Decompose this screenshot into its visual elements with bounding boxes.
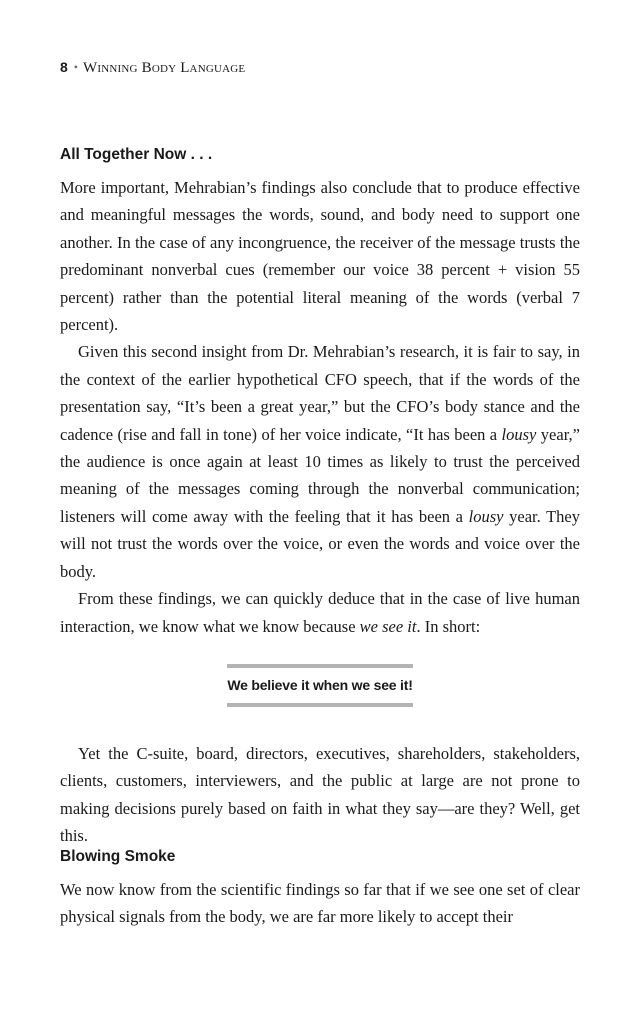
pullquote-text: We believe it when we see it! xyxy=(227,677,413,693)
section1-body xyxy=(60,174,580,640)
bullet-separator: • xyxy=(73,60,78,74)
section1-continued-body xyxy=(60,740,580,850)
emphasis-we-see-it: we see it xyxy=(359,616,417,636)
paragraph-3: From these findings, we can quickly deduce that in the case of live human interaction, we know what we know because we see it. In short: xyxy=(60,589,580,636)
emphasis-lousy: lousy xyxy=(468,506,504,526)
pullquote-bottom-rule xyxy=(227,703,413,707)
running-head xyxy=(60,58,245,78)
section-heading-blowing-smoke: Blowing Smoke xyxy=(60,848,176,865)
page-number: 8 xyxy=(60,59,68,75)
section2-body xyxy=(60,876,580,931)
section-heading-all-together-now: All Together Now . . . xyxy=(60,146,213,163)
paragraph-5: We now know from the scientific findings so far that if we see one set of clear physical signals from the body, we are far more likely to accept their xyxy=(60,880,580,927)
pullquote xyxy=(227,664,413,707)
emphasis-lousy: lousy xyxy=(501,424,537,444)
book-title: Winning Body Language xyxy=(83,60,246,76)
paragraph-2: Given this second insight from Dr. Mehrabian’s research, it is fair to say, in the context of the earlier hypothetical CFO speech, that if the words of the presentation say, “It’s been a great year,” but the CFO’s body stance and the cadence (rise and fall in tone) of her voice indicate, “It has been a lousy year,” the audience is once again at least 10 times as likely to trust the perceived meaning of the messages coming through the nonverbal communication; listeners will come away with the feeling that it has been a lousy year. They will not trust the words over the voice, or even the words and voice over the body. xyxy=(60,342,580,581)
paragraph-4: Yet the C-suite, board, directors, executives, shareholders, stakeholders, clients, customers, interviewers, and the public at large are not prone to making decisions purely based on faith in what they say—are they? Well, get this. xyxy=(60,744,580,846)
paragraph-1: More important, Mehrabian’s findings also conclude that to produce effective and meaningful messages the words, sound, and body need to support one another. In the case of any incongruence, the receiver of the message trusts the predominant nonverbal cues (remember our voice 38 percent + vision 55 percent) rather than the potential literal meaning of the words (verbal 7 percent). xyxy=(60,178,580,335)
